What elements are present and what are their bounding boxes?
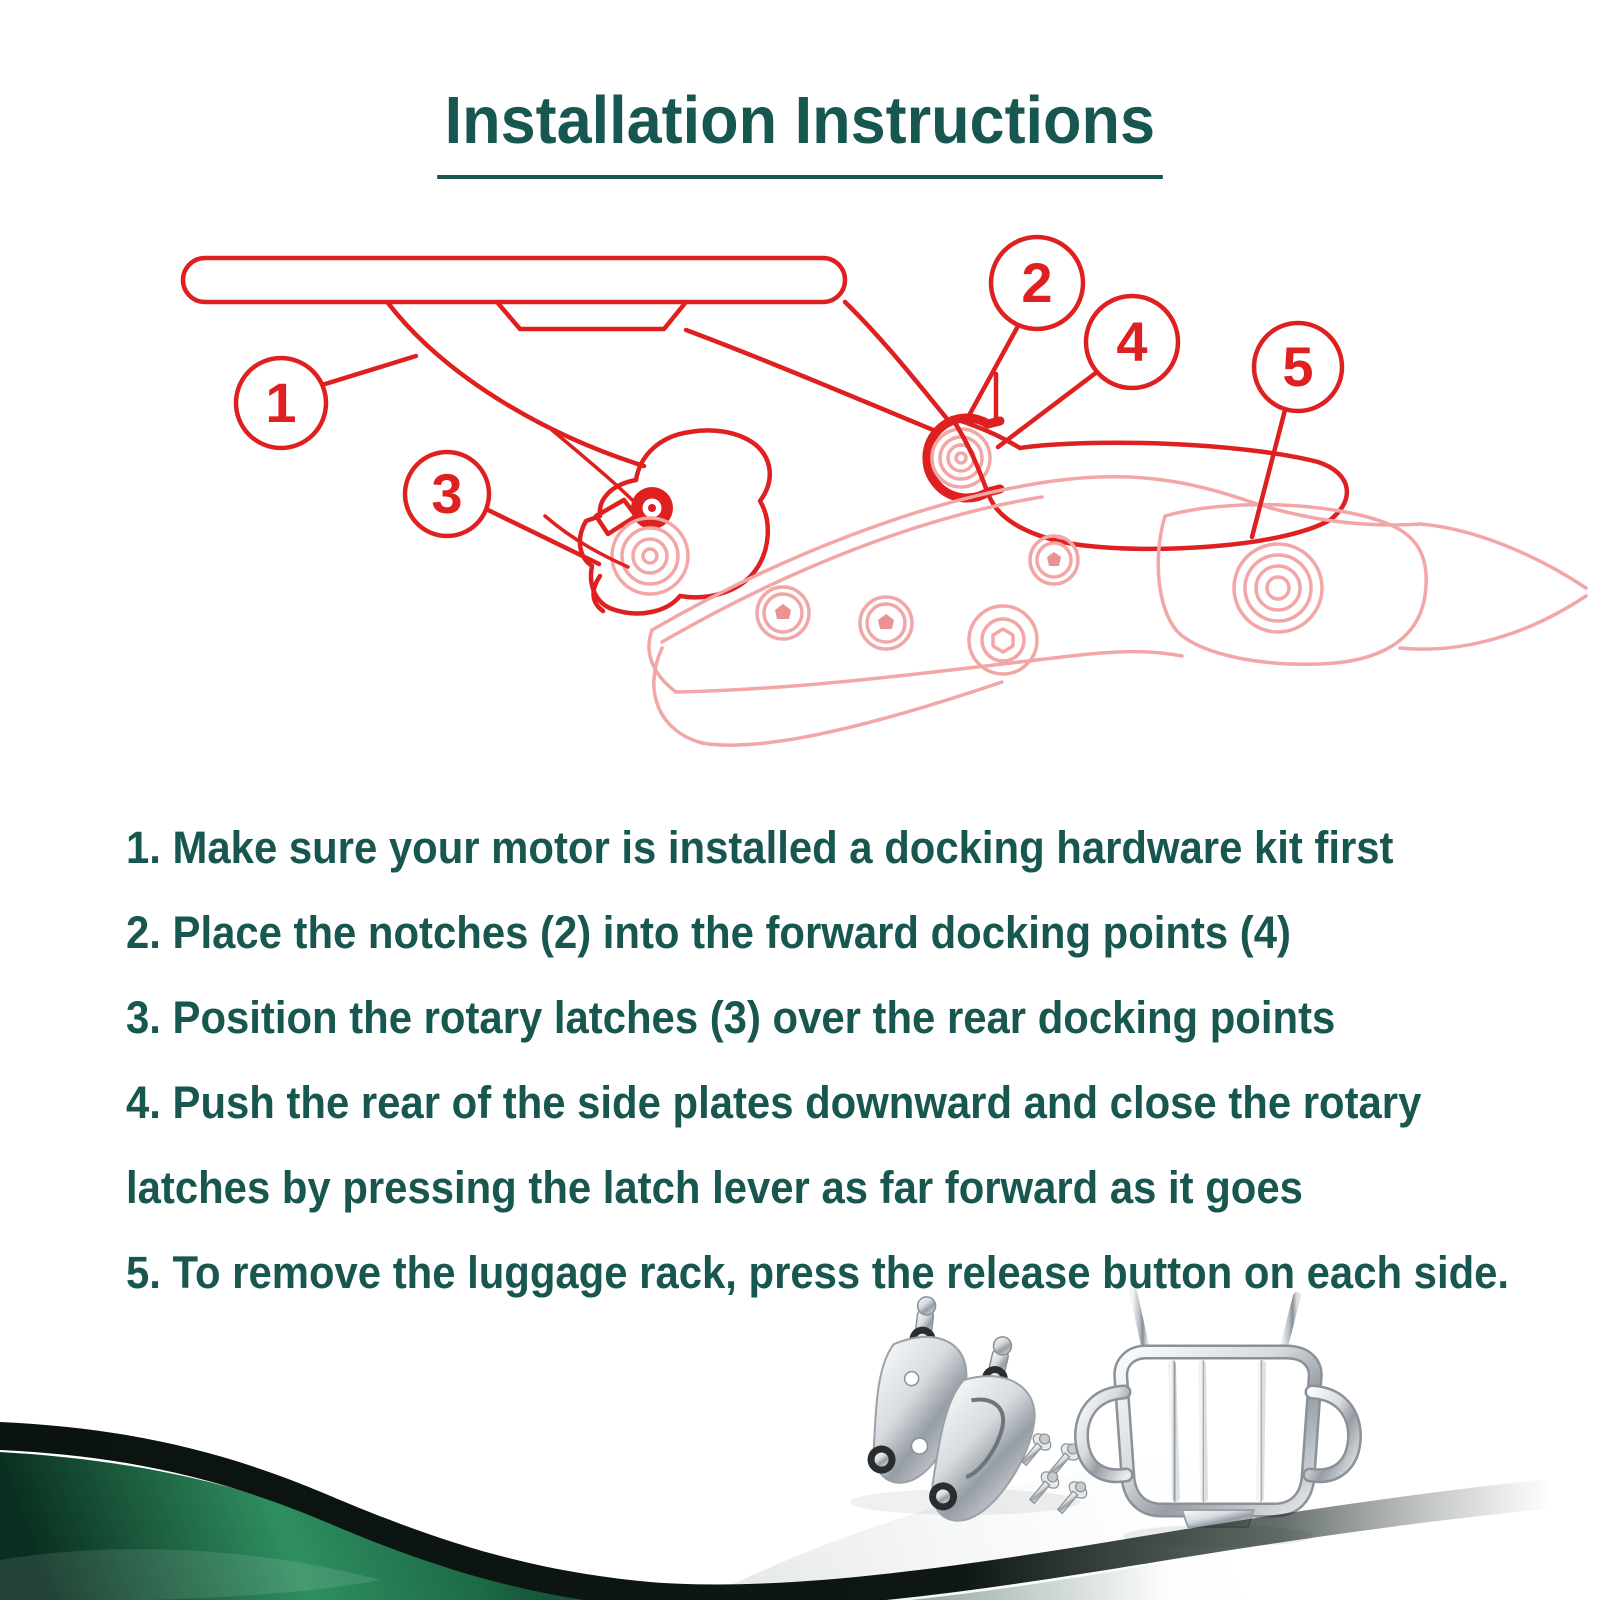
- callout-1: [236, 358, 326, 448]
- rack-tube-2: [1202, 1364, 1204, 1498]
- rail-bolt-3: [1030, 536, 1078, 584]
- instruction-line-2: 2. Place the notches (2) into the forward docking points (4): [126, 907, 1291, 958]
- instruction-line-1: 1. Make sure your motor is installed a docking hardware kit first: [126, 822, 1394, 873]
- page-title: Installation Instructions: [437, 82, 1162, 179]
- rack-bar-outline: [183, 258, 845, 302]
- callout-2: [991, 237, 1083, 329]
- rack-tube-4: [1260, 1364, 1262, 1498]
- bar-notch: [497, 302, 686, 329]
- rail-tail-fin: [654, 648, 1002, 745]
- callout-4-number: 4: [1116, 310, 1148, 373]
- instruction-line-6: 5. To remove the luggage rack, press the release button on each side.: [126, 1247, 1510, 1298]
- rail-bolt-1: [757, 587, 809, 639]
- latch-docking-target: [612, 518, 688, 594]
- callout-4: [1086, 296, 1178, 388]
- instruction-line-4: 4. Push the rear of the side plates downward and close the rotary: [126, 1077, 1422, 1128]
- side-plate-right-edge: [845, 302, 948, 420]
- luggage-rack-line-drawing: [183, 237, 1586, 745]
- leader-1: [322, 356, 416, 385]
- leader-5: [1252, 410, 1285, 537]
- instruction-line-3: 3. Position the rotary latches (3) over the rear docking points: [126, 992, 1336, 1043]
- callout-3-number: 3: [431, 462, 463, 525]
- callout-5-number: 5: [1282, 335, 1314, 398]
- rail-tail-right: [1400, 524, 1586, 649]
- rail-bottom-edge: [676, 652, 1182, 692]
- callout-2-number: 2: [1021, 251, 1053, 314]
- fender-rail: [649, 477, 1586, 745]
- rail-bolt-2: [860, 597, 912, 649]
- rear-docking-target: [1234, 544, 1322, 632]
- rail-inner-line: [662, 497, 1042, 642]
- leader-2: [966, 326, 1018, 421]
- leader-4: [998, 372, 1097, 447]
- rack-tube-1: [1172, 1364, 1176, 1498]
- rail-rear-bulge: [1158, 505, 1426, 665]
- instruction-line-5: latches by pressing the latch lever as far forward as it goes: [126, 1162, 1303, 1213]
- latch-hook: [594, 576, 603, 611]
- callout-5: [1254, 323, 1342, 411]
- side-plate-mid-edge: [686, 330, 938, 432]
- callout-3: [405, 452, 489, 536]
- callout-1-number: 1: [265, 371, 297, 434]
- lever-cable-upper: [552, 430, 637, 505]
